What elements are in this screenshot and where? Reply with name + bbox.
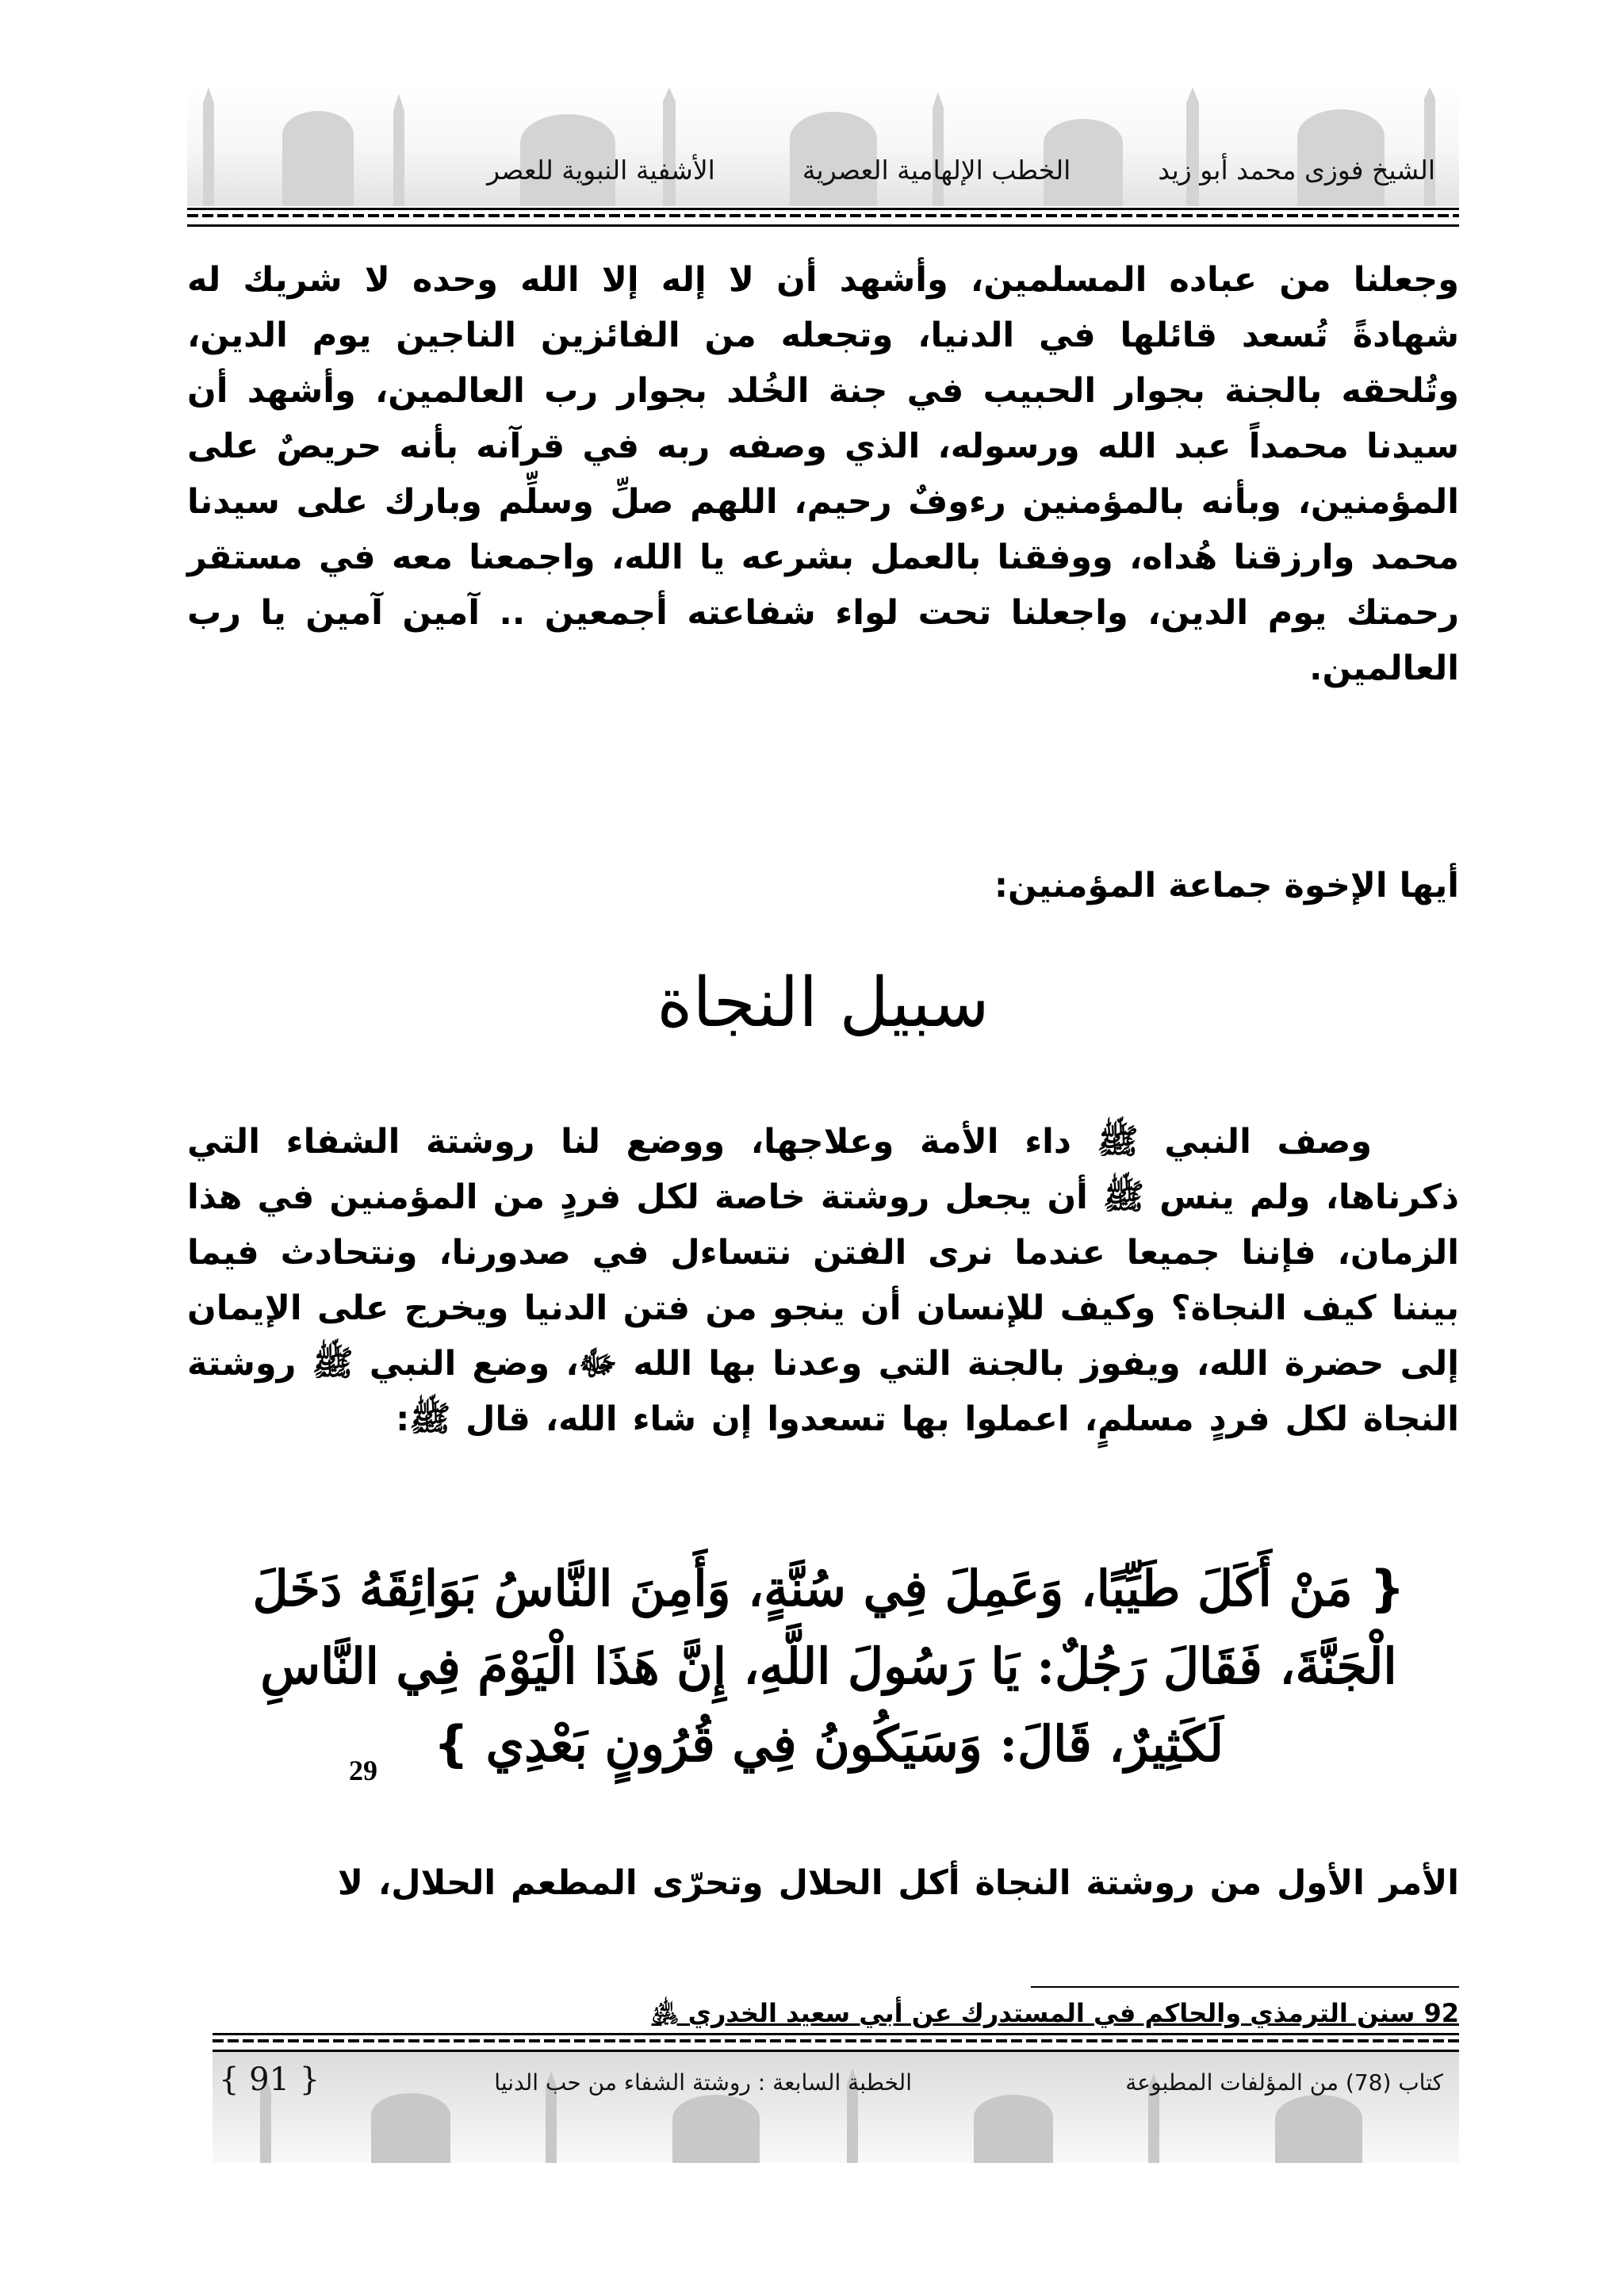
header-series: الخطب الإلهامية العصرية [802,155,1071,186]
hadith-quote [198,1550,1459,1783]
footnote-rule [1031,1986,1459,1988]
hadith-close-brace: } [433,1715,469,1773]
footnote-reference[interactable]: 29 [349,1755,377,1786]
hadith-text: مَنْ أَكَلَ طَيِّبًا، وَعَمِلَ فِي سُنَّةٍ، وَأَمِنَ النَّاسُ بَوَائِقَهُ دَخَلَ الْجَنَّةَ، فَقَالَ رَجُلٌ: يَا رَسُولَ اللَّهِ، إِنَّ هَذَا الْيَوْمَ فِي النَّاسِ لَكَثِيرٌ، قَالَ: وَسَيَكُونُ فِي قُرُونٍ بَعْدِي [252,1560,1397,1773]
footer-separator [213,2033,1459,2052]
footnote-text: 92 سنن الترمذي والحاكم في المستدرك عن أبي سعيد الخدري ﵁ [651,1998,1459,2028]
page-footer [213,2052,1459,2163]
address-line: أيها الإخوة جماعة المؤمنين: [994,866,1459,905]
paragraph-main: وصف النبي ﷺ داء الأمة وعلاجها، ووضع لنا روشتة الشفاء التي ذكرناها، ولم ينس ﷺ أن يجعل روشتة خاصة لكل فردٍ من المؤمنين في هذا الزمان، فإننا جميعا عندما نرى الفتن نتساءل في صدورنا، ونتحادث فيما بيننا كيف النجاة؟ وكيف للإنسان أن ينجو من فتن الدنيا ويخرج على الإيمان إلى حضرة الله، ويفوز بالجنة التي وعدنا بها الله ﷻ، وضع النبي ﷺ روشتة النجاة لكل فردٍ مسلمٍ، اعملوا بها تسعدوا إن شاء الله، قال ﷺ: [187,1122,1459,1439]
paragraph-opening: وجعلنا من عباده المسلمين، وأشهد أن لا إله إلا الله وحده لا شريك له شهادةً تُسعد قائلها في الدنيا، وتجعله من الفائزين الناجين يوم الدين، وتُلحقه بالجنة بجوار الحبيب في جنة الخُلد بجوار رب العالمين، وأشهد أن سيدنا محمداً عبد الله ورسوله، الذي وصفه ربه في قرآنه بأنه حريصٌ على المؤمنين، وبأنه بالمؤمنين رءوفٌ رحيم، اللهم صلِّ وسلِّم وبارك على سيدنا محمد وارزقنا هُداه، ووفقنا بالعمل بشرعه يا الله، واجمعنا معه في مستقر رحمتك يوم الدين، واجعلنا تحت لواء شفاعته أجمعين .. آمين آمين يا رب العالمين. [187,260,1459,688]
page-header [187,87,1459,206]
footer-book-info: كتاب (78) من المؤلفات المطبوعة [1125,2069,1443,2096]
header-text [187,155,1435,199]
footer-khutba-title: الخطبة السابعة : روشتة الشفاء من حب الدنيا [494,2069,912,2096]
header-book: الأشفية النبوية للعصر [487,155,715,186]
page-number: { 91 } [219,2061,320,2098]
hadith-open-brace: { [1369,1560,1405,1617]
header-separator [187,208,1459,227]
section-title: سبيل النجاة [657,963,990,1043]
paragraph-continuation: الأمر الأول من روشتة النجاة أكل الحلال وتحرّى المطعم الحلال، لا [337,1863,1459,1903]
header-author: الشيخ فوزى محمد أبو زيد [1158,155,1435,186]
footer-text [213,2058,1459,2114]
